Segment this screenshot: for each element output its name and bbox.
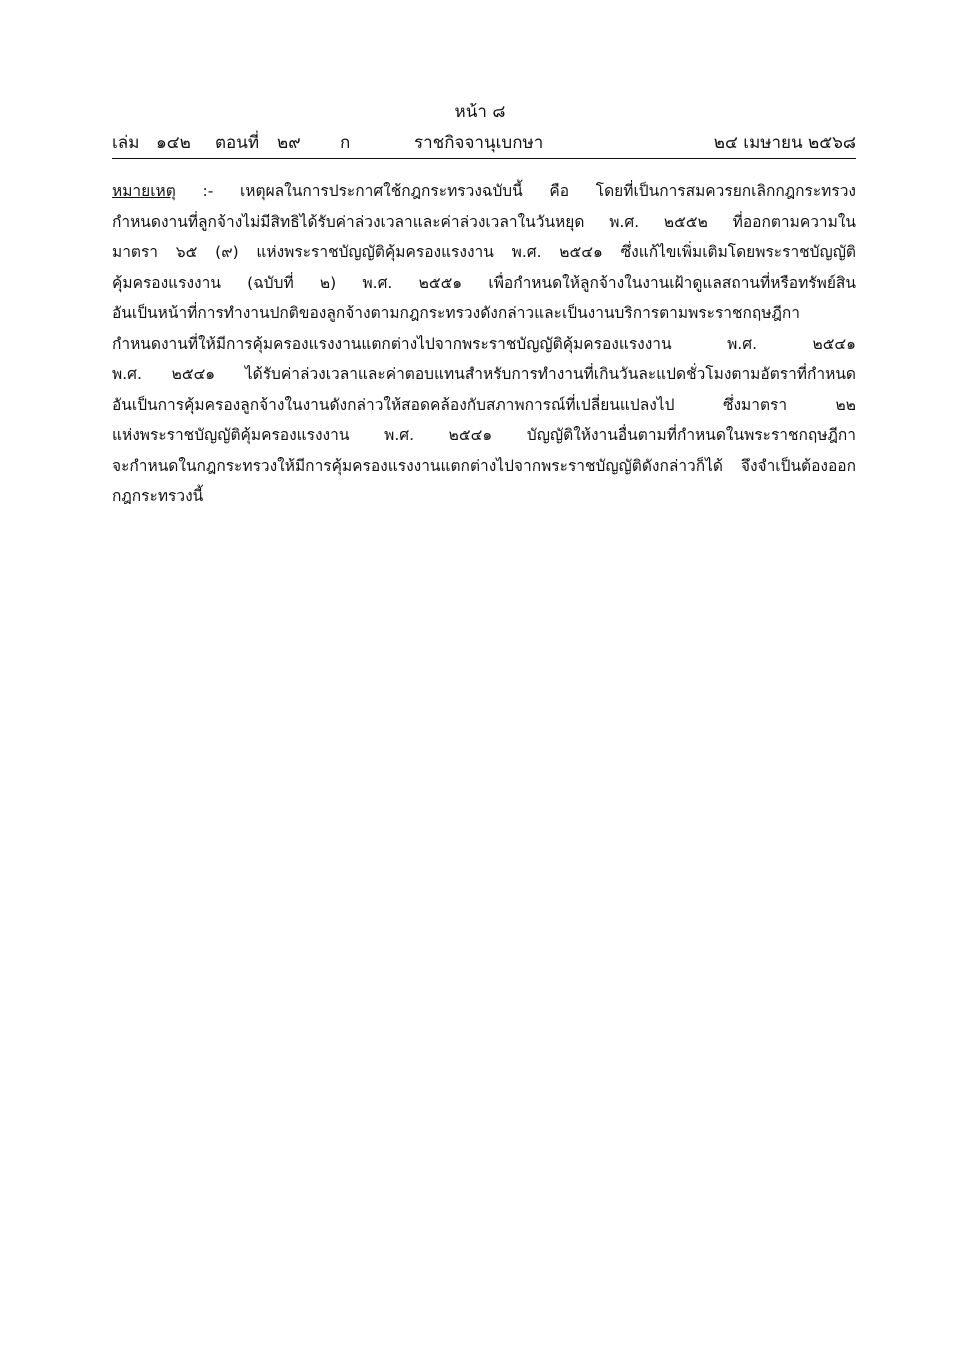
volume-label: เล่ม (112, 133, 140, 153)
page-number: หน้า ๘ (454, 102, 506, 122)
header-divider (112, 158, 856, 159)
gazette-header (112, 130, 856, 156)
note-line: กฎกระทรวงนี้ (112, 487, 204, 505)
note-line (112, 176, 856, 207)
note-line-text: :- เหตุผลในการประกาศใช้กฎกระทรวงฉบับนี้ คือ โดยที่เป็นการสมควรยกเลิกกฎกระทรวง (175, 182, 856, 200)
note-line: แห่งพระราชบัญญัติคุ้มครองแรงงาน พ.ศ. ๒๕๔๑ บัญญัติให้งานอื่นตามที่กำหนดในพระราชกฤษฎีกา (112, 426, 856, 444)
gazette-name: ราชกิจจานุเบกษา (414, 133, 544, 153)
note-line: อันเป็นหน้าที่การทำงานปกติของลูกจ้างตามกฎกระทรวงดังกล่าวและเป็นงานบริการตามพระราชกฤษฎีกา (112, 304, 801, 322)
note-line: อันเป็นการคุ้มครองลูกจ้างในงานดังกล่าวให้สอดคล้องกับสภาพการณ์ที่เปลี่ยนแปลงไป ซึ่งมาตรา ๒๒ (112, 395, 856, 414)
note-line: จะกำหนดในกฎกระทรวงให้มีการคุ้มครองแรงงานแตกต่างไปจากพระราชบัญญัติดังกล่าวก็ได้ จึงจำเป็นต้องออก (112, 456, 856, 475)
publication-date: ๒๔ เมษายน ๒๕๖๘ (713, 133, 856, 153)
note-label: หมายเหตุ (112, 182, 176, 200)
issue-label: ตอนที่ (215, 133, 260, 153)
note-line: คุ้มครองแรงงาน (ฉบับที่ ๒) พ.ศ. ๒๕๕๑ เพื่อกำหนดให้ลูกจ้างในงานเฝ้าดูแลสถานที่หรือทรัพย์สิน (112, 273, 856, 292)
note-line: กำหนดงานที่ให้มีการคุ้มครองแรงงานแตกต่างไปจากพระราชบัญญัติคุ้มครองแรงงาน พ.ศ. ๒๕๔๑ (112, 334, 856, 353)
note-line: พ.ศ. ๒๕๔๑ ได้รับค่าล่วงเวลาและค่าตอบแทนสำหรับการทำงานที่เกินวันละแปดชั่วโมงตามอัตราที่กำหนด (112, 365, 856, 383)
note-line: มาตรา ๖๕ (๙) แห่งพระราชบัญญัติคุ้มครองแรงงาน พ.ศ. ๒๕๔๑ ซึ่งแก้ไขเพิ่มเติมโดยพระราชบัญญัติ (112, 243, 856, 261)
note-line: กำหนดงานที่ลูกจ้างไม่มีสิทธิได้รับค่าล่วงเวลาและค่าล่วงเวลาในวันหยุด พ.ศ. ๒๕๕๒ ที่ออกตามความใน (112, 212, 856, 231)
volume-number: ๑๔๒ (156, 133, 191, 153)
issue-number: ๒๙ (277, 133, 301, 153)
section-letter: ก (340, 133, 351, 153)
note-paragraph (112, 176, 856, 512)
